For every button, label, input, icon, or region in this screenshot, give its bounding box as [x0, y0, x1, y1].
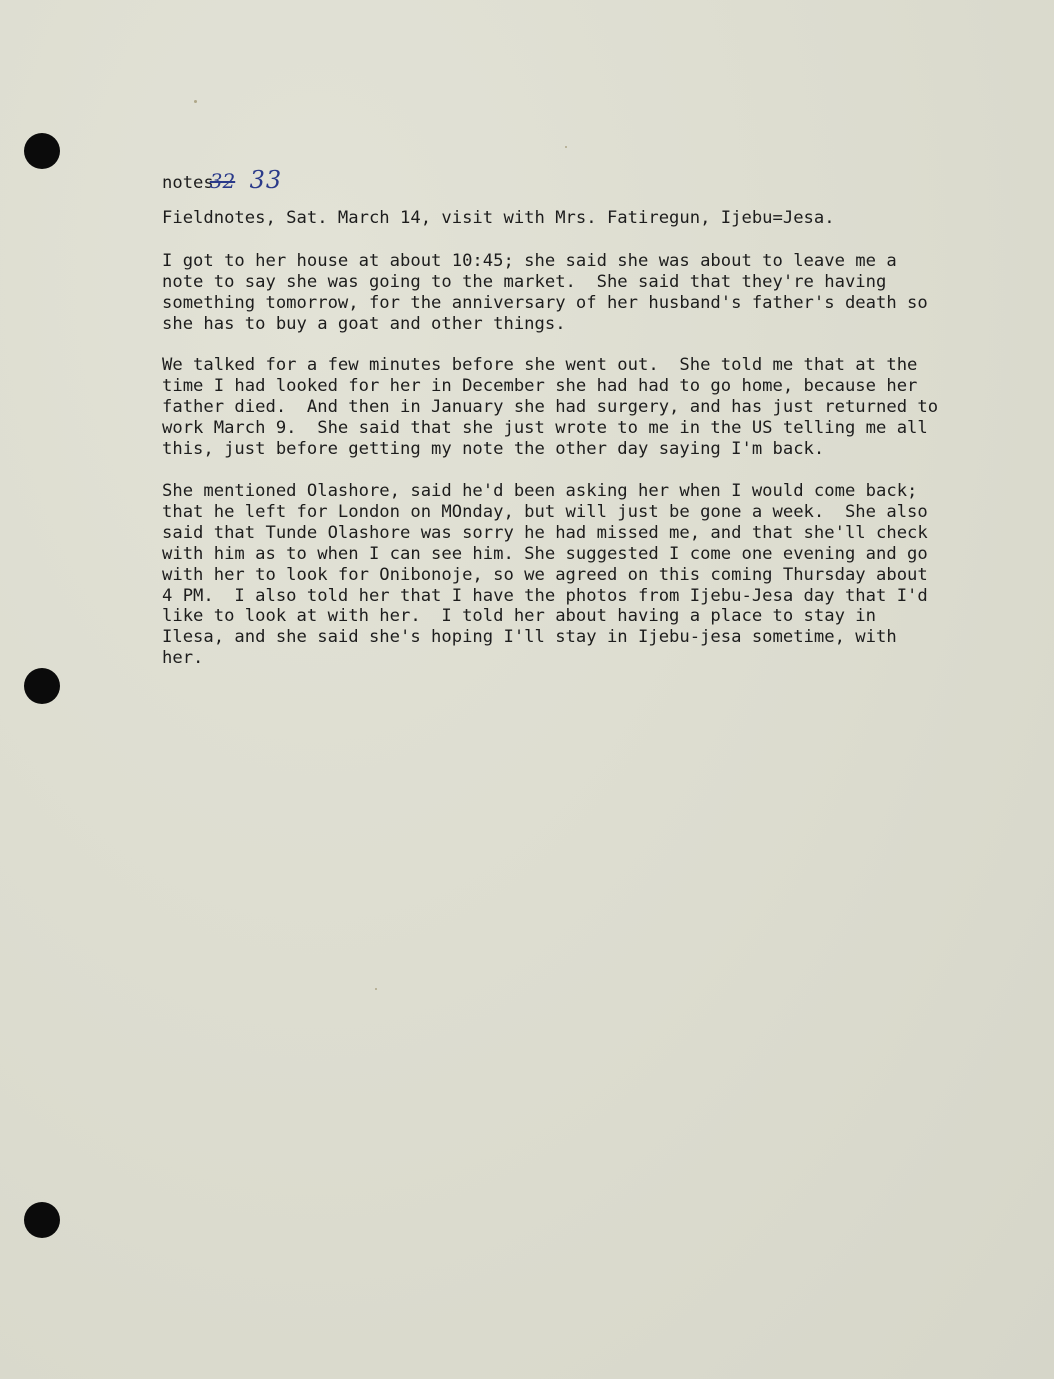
- punch-hole-bottom: [24, 1202, 60, 1238]
- paper-speck: [194, 100, 197, 103]
- paper-speck: [375, 988, 377, 990]
- punch-hole-middle: [24, 668, 60, 704]
- crossed-out-page-number: 32: [209, 169, 236, 193]
- paragraph-conversation: We talked for a few minutes before she went out. She told me that at the time I had looked for her in December she had had to go home, because her father died. And then in January she had surgery, and has just returned to work March 9. She said that she just wrote to me in the US telling me all this, just before getting my note the other day saying I'm back.: [162, 355, 939, 459]
- punch-hole-top: [24, 133, 60, 169]
- paragraph-arrival: I got to her house at about 10:45; she said she was about to leave me a note to say she was going to the market. She said that they're having something tomorrow, for the anniversary of her husband's father's death so she has to buy a goat and other things.: [162, 251, 928, 334]
- notes-label: notes: [162, 173, 214, 193]
- paragraph-olashore: She mentioned Olashore, said he'd been asking her when I would come back; that he left for London on MOnday, but will just be gone a week. She also said that Tunde Olashore was sorry he had missed me, and that she'll check with him as to when I can see him. She suggested I come one evening and go with her to look for Onibonoje, so we agreed on this coming Thursday about 4 PM. I also told her that I have the photos from Ijebu-Jesa day that I'd like to look at with her. I told her about having a place to stay in Ilesa, and she said she's hoping I'll stay in Ijebu-jesa sometime, with her.: [162, 481, 928, 669]
- paper-speck: [565, 146, 567, 148]
- handwritten-page-number: 33: [249, 166, 283, 194]
- page-header: [162, 166, 282, 194]
- fieldnotes-title-line: Fieldnotes, Sat. March 14, visit with Mrs. Fatiregun, Ijebu=Jesa.: [162, 208, 835, 228]
